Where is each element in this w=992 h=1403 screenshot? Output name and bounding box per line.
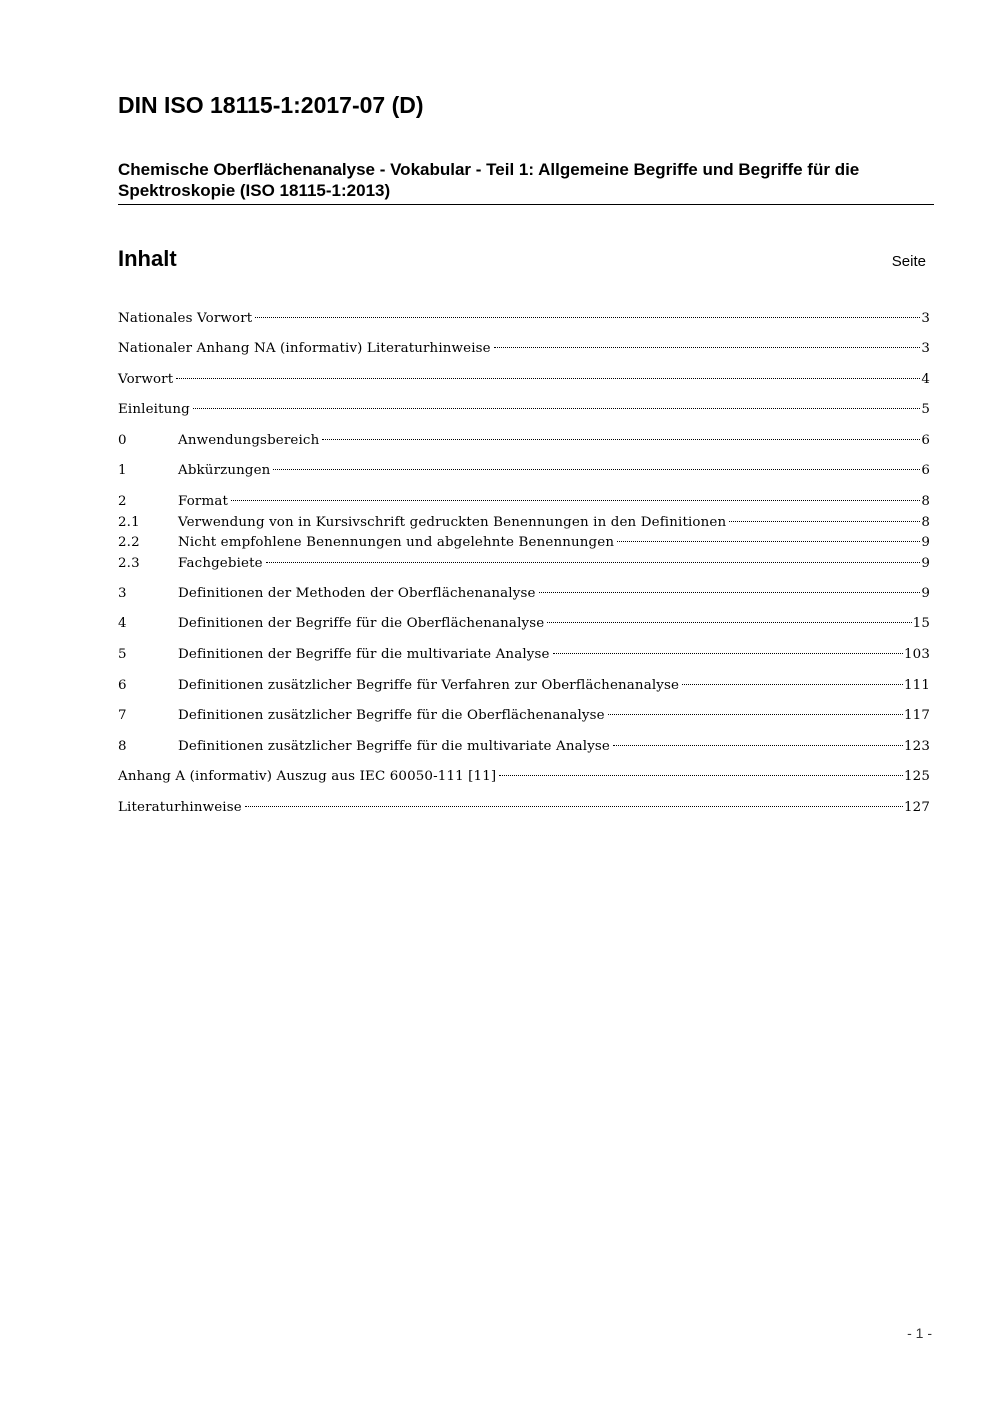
toc-entry-text: Definitionen der Methoden der Oberflächenanalyse bbox=[178, 586, 536, 601]
toc-entry-section-6[interactable] bbox=[118, 669, 930, 693]
toc-leader-dots bbox=[608, 699, 903, 719]
toc-entry-page: 125 bbox=[903, 769, 930, 784]
toc-entry-text: Literaturhinweise bbox=[118, 800, 242, 815]
table-of-contents bbox=[118, 0, 930, 1403]
toc-entry-text: Definitionen der Begriffe für die Oberflächenanalyse bbox=[178, 616, 545, 631]
toc-entry-number: 3 bbox=[118, 586, 127, 601]
toc-entry-page: 8 bbox=[921, 494, 930, 509]
toc-entry-anhang-a[interactable] bbox=[118, 760, 930, 784]
toc-entry-text: Definitionen zusätzlicher Begriffe für Verfahren zur Oberflächenanalyse bbox=[178, 678, 680, 693]
toc-entry-section-5[interactable] bbox=[118, 638, 930, 662]
toc-leader-dots bbox=[273, 454, 920, 474]
toc-entry-text: Definitionen zusätzlicher Begriffe für die multivariate Analyse bbox=[178, 739, 611, 754]
document-title: DIN ISO 18115-1:2017-07 (D) bbox=[118, 92, 424, 118]
toc-entry-page: 9 bbox=[921, 556, 930, 571]
toc-entry-nationales-vorwort[interactable] bbox=[118, 302, 930, 326]
toc-leader-dots bbox=[193, 393, 920, 413]
toc-entry-page: 103 bbox=[903, 647, 930, 662]
toc-entry-text: Abkürzungen bbox=[178, 463, 271, 478]
toc-entry-text: Format bbox=[178, 494, 228, 509]
toc-entry-text: Vorwort bbox=[118, 372, 174, 387]
toc-entry-page: 5 bbox=[921, 402, 930, 417]
toc-entry-vorwort[interactable] bbox=[118, 363, 930, 387]
toc-entry-text: Definitionen der Begriffe für die multivariate Analyse bbox=[178, 647, 550, 662]
document-subtitle: Chemische Oberflächenanalyse - Vokabular - Teil 1: Allgemeine Begriffe und Begriffe für die Spektroskopie (ISO 18115-1:2013) bbox=[118, 159, 934, 205]
toc-entry-page: 111 bbox=[903, 678, 930, 693]
toc-page-label: Seite bbox=[891, 253, 926, 270]
toc-entry-text: Einleitung bbox=[118, 402, 190, 417]
toc-entry-section-2-3[interactable] bbox=[118, 547, 930, 571]
toc-entry-section-0[interactable] bbox=[118, 424, 930, 448]
toc-leader-dots bbox=[547, 607, 911, 627]
toc-entry-page: 15 bbox=[912, 616, 930, 631]
page-number: - 1 - bbox=[907, 1325, 932, 1341]
toc-entry-page: 6 bbox=[921, 463, 930, 478]
toc-entry-page: 3 bbox=[921, 311, 930, 326]
toc-heading: Inhalt bbox=[118, 246, 177, 271]
toc-entry-nationaler-anhang[interactable] bbox=[118, 332, 930, 356]
toc-leader-dots bbox=[176, 363, 920, 383]
toc-leader-dots bbox=[539, 577, 921, 597]
toc-entry-number: 8 bbox=[118, 739, 127, 754]
toc-entry-text: Nicht empfohlene Benennungen und abgelehnte Benennungen bbox=[178, 535, 615, 550]
toc-entry-text: Verwendung von in Kursivschrift gedruckten Benennungen in den Definitionen bbox=[178, 515, 727, 530]
toc-leader-dots bbox=[322, 424, 920, 444]
toc-leader-dots bbox=[266, 547, 921, 567]
toc-leader-dots bbox=[231, 485, 920, 505]
toc-entry-literaturhinweise[interactable] bbox=[118, 791, 930, 815]
toc-entry-page: 123 bbox=[903, 739, 930, 754]
toc-entry-number: 0 bbox=[118, 433, 127, 448]
toc-entry-section-4[interactable] bbox=[118, 607, 930, 631]
toc-entry-number: 6 bbox=[118, 678, 127, 693]
toc-leader-dots bbox=[245, 791, 903, 811]
toc-entry-text: Anwendungsbereich bbox=[178, 433, 320, 448]
toc-entry-section-2[interactable] bbox=[118, 485, 930, 509]
toc-entry-text: Fachgebiete bbox=[178, 556, 263, 571]
toc-leader-dots bbox=[553, 638, 903, 658]
toc-leader-dots bbox=[729, 506, 920, 526]
toc-leader-dots bbox=[613, 730, 903, 750]
toc-entry-section-2-1[interactable] bbox=[118, 506, 930, 530]
toc-leader-dots bbox=[494, 332, 921, 352]
toc-entry-page: 8 bbox=[921, 515, 930, 530]
toc-entry-number: 2.3 bbox=[118, 556, 140, 571]
toc-entry-text: Nationales Vorwort bbox=[118, 311, 253, 326]
toc-entry-number: 2.2 bbox=[118, 535, 140, 550]
toc-entry-number: 4 bbox=[118, 616, 127, 631]
toc-entry-page: 3 bbox=[921, 341, 930, 356]
toc-entry-text: Nationaler Anhang NA (informativ) Literaturhinweise bbox=[118, 341, 491, 356]
toc-entry-section-2-2[interactable] bbox=[118, 526, 930, 550]
toc-entry-page: 6 bbox=[921, 433, 930, 448]
toc-leader-dots bbox=[499, 760, 903, 780]
toc-leader-dots bbox=[682, 669, 903, 689]
toc-entry-page: 9 bbox=[921, 535, 930, 550]
toc-entry-text: Definitionen zusätzlicher Begriffe für die Oberflächenanalyse bbox=[178, 708, 605, 723]
toc-entry-einleitung[interactable] bbox=[118, 393, 930, 417]
toc-leader-dots bbox=[255, 302, 920, 322]
toc-entry-number: 2 bbox=[118, 494, 127, 509]
toc-entry-page: 127 bbox=[903, 800, 930, 815]
toc-entry-number: 5 bbox=[118, 647, 127, 662]
toc-entry-number: 7 bbox=[118, 708, 127, 723]
toc-entry-page: 117 bbox=[903, 708, 930, 723]
toc-entry-section-8[interactable] bbox=[118, 730, 930, 754]
toc-entry-number: 1 bbox=[118, 463, 127, 478]
toc-entry-number: 2.1 bbox=[118, 515, 140, 530]
toc-entry-section-3[interactable] bbox=[118, 577, 930, 601]
toc-entry-section-1[interactable] bbox=[118, 454, 930, 478]
toc-entry-text: Anhang A (informativ) Auszug aus IEC 60050-111 [11] bbox=[118, 769, 497, 784]
toc-leader-dots bbox=[617, 526, 920, 546]
toc-entry-page: 4 bbox=[921, 372, 930, 387]
toc-entry-page: 9 bbox=[921, 586, 930, 601]
toc-entry-section-7[interactable] bbox=[118, 699, 930, 723]
